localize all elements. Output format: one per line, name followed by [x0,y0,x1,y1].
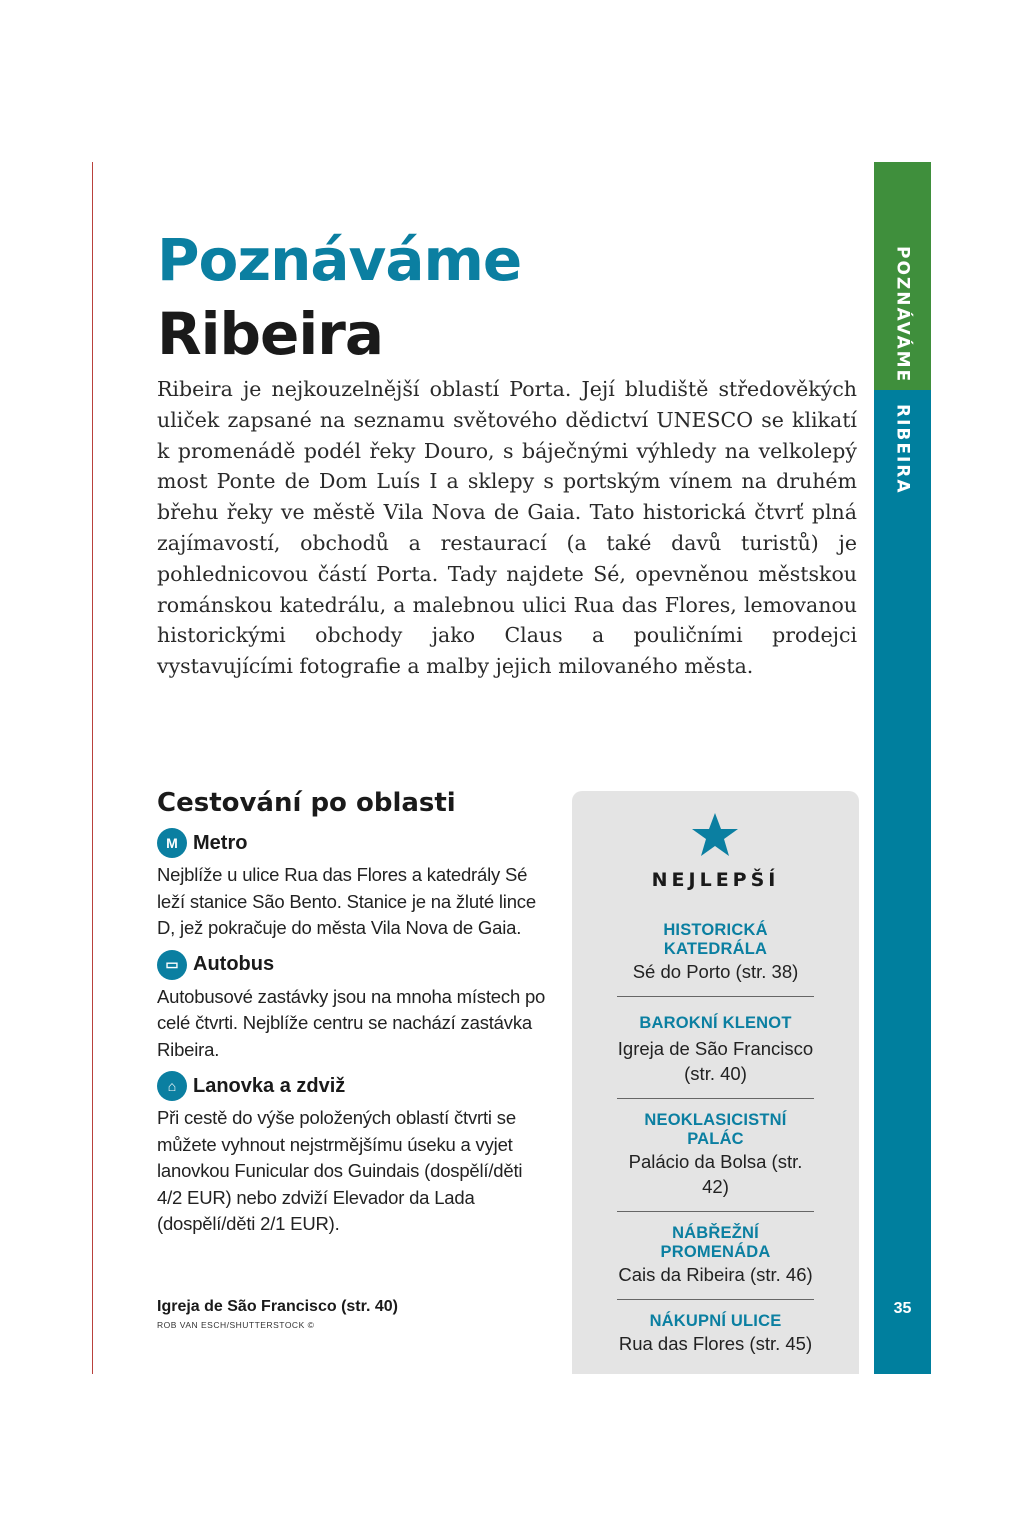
best-category: NEOKLASICISTNÍ PALÁC [644,1111,787,1148]
best-place: Igreja de São Francisco (str. 40) [617,1038,814,1084]
travel-heading: Cestování po oblasti [157,788,456,818]
chapter-side-tab [874,162,931,1374]
travel-item-title: Lanovka a zdviž [193,1074,346,1097]
best-category: NÁBŘEŽNÍ PROMENÁDA [660,1224,771,1261]
best-category: HISTORICKÁ KATEDRÁLA [663,921,768,958]
section-label: POZNÁVÁME [892,246,913,384]
best-place: Palácio da Bolsa (str. 42) [628,1151,803,1197]
travel-item-bus [157,950,547,1064]
travel-item-cable-car [157,1071,547,1238]
list-item [617,1211,814,1299]
best-category: NÁKUPNÍ ULICE [649,1312,782,1330]
best-of-list [592,917,839,1368]
photo-credit: ROB VAN ESCH/SHUTTERSTOCK © [157,1320,315,1330]
page-gutter-line [92,162,93,1374]
bus-icon: ▭ [157,950,187,980]
page-number: 35 [893,1300,912,1317]
area-label: RIBEIRA [892,404,913,495]
star-icon [691,811,739,859]
best-of-title: NEJLEPŠÍ [651,869,780,891]
list-item [617,1299,814,1368]
best-place: Rua das Flores (str. 45) [618,1333,813,1354]
travel-section [157,788,547,1246]
travel-item-title: Autobus [193,953,275,975]
caption-title: Igreja de São Francisco (str. 40) [157,1298,398,1315]
best-category: BAROKNÍ KLENOT [639,1014,792,1032]
best-place: Sé do Porto (str. 38) [632,961,799,982]
travel-item-title: Metro [193,831,248,854]
travel-item-metro [157,828,547,942]
page-title-line1: Poznáváme [157,226,522,294]
page-title-line2: Ribeira [157,300,384,368]
travel-item-text: Autobusové zastávky jsou na mnoha místech po celé čtvrti. Nejblíže centru se nachází zastávka Ribeira. [157,985,546,1060]
travel-item-text: Nejblíže u ulice Rua das Flores a katedrály Sé leží stanice São Bento. Stanice je na žluté lince D, jež pokračuje do města Vila Nova de Gaia. [157,864,536,938]
list-item [617,917,814,996]
metro-icon: M [157,828,187,858]
travel-item-text: Při cestě do výše položených oblastí čtvrti se můžete vyhnout nejstrmějšímu úseku a vyjet lanovkou Funicular dos Guindais (dospělí/děti 4/2 EUR) nebo zdviží Elevador da Lada (dospělí/děti 2/1 EUR). [157,1107,523,1234]
best-of-box [572,791,859,1374]
list-item [617,996,814,1098]
cable-car-icon: ⌂ [157,1071,187,1101]
photo-caption [157,1298,398,1330]
best-place: Cais da Ribeira (str. 46) [618,1264,813,1285]
intro-paragraph: Ribeira je nejkouzelnější oblastí Porta. Její bludiště středověkých uliček zapsané na seznamu světového dědictví UNESCO se klikatí k promenádě podél řeky Douro, s báječnými výhledy na velkolepý most Ponte de Dom Luís I a sklepy s portským vínem na druhém břehu řeky ve městě Vila Nova de Gaia. Tato historická čtvrť plná zajímavostí, obchodů a restaurací (a také davů turistů) je pohlednicovou částí Porta. Tady najdete Sé, opevněnou městskou románskou katedrálu, a malebnou ulici Rua das Flores, lemovanou historickými obchody jako Claus a pouličními prodejci vystavujícími fotografie a malby jejich milovaného města. [157,377,857,679]
list-item [617,1098,814,1211]
section-tab [874,162,931,390]
